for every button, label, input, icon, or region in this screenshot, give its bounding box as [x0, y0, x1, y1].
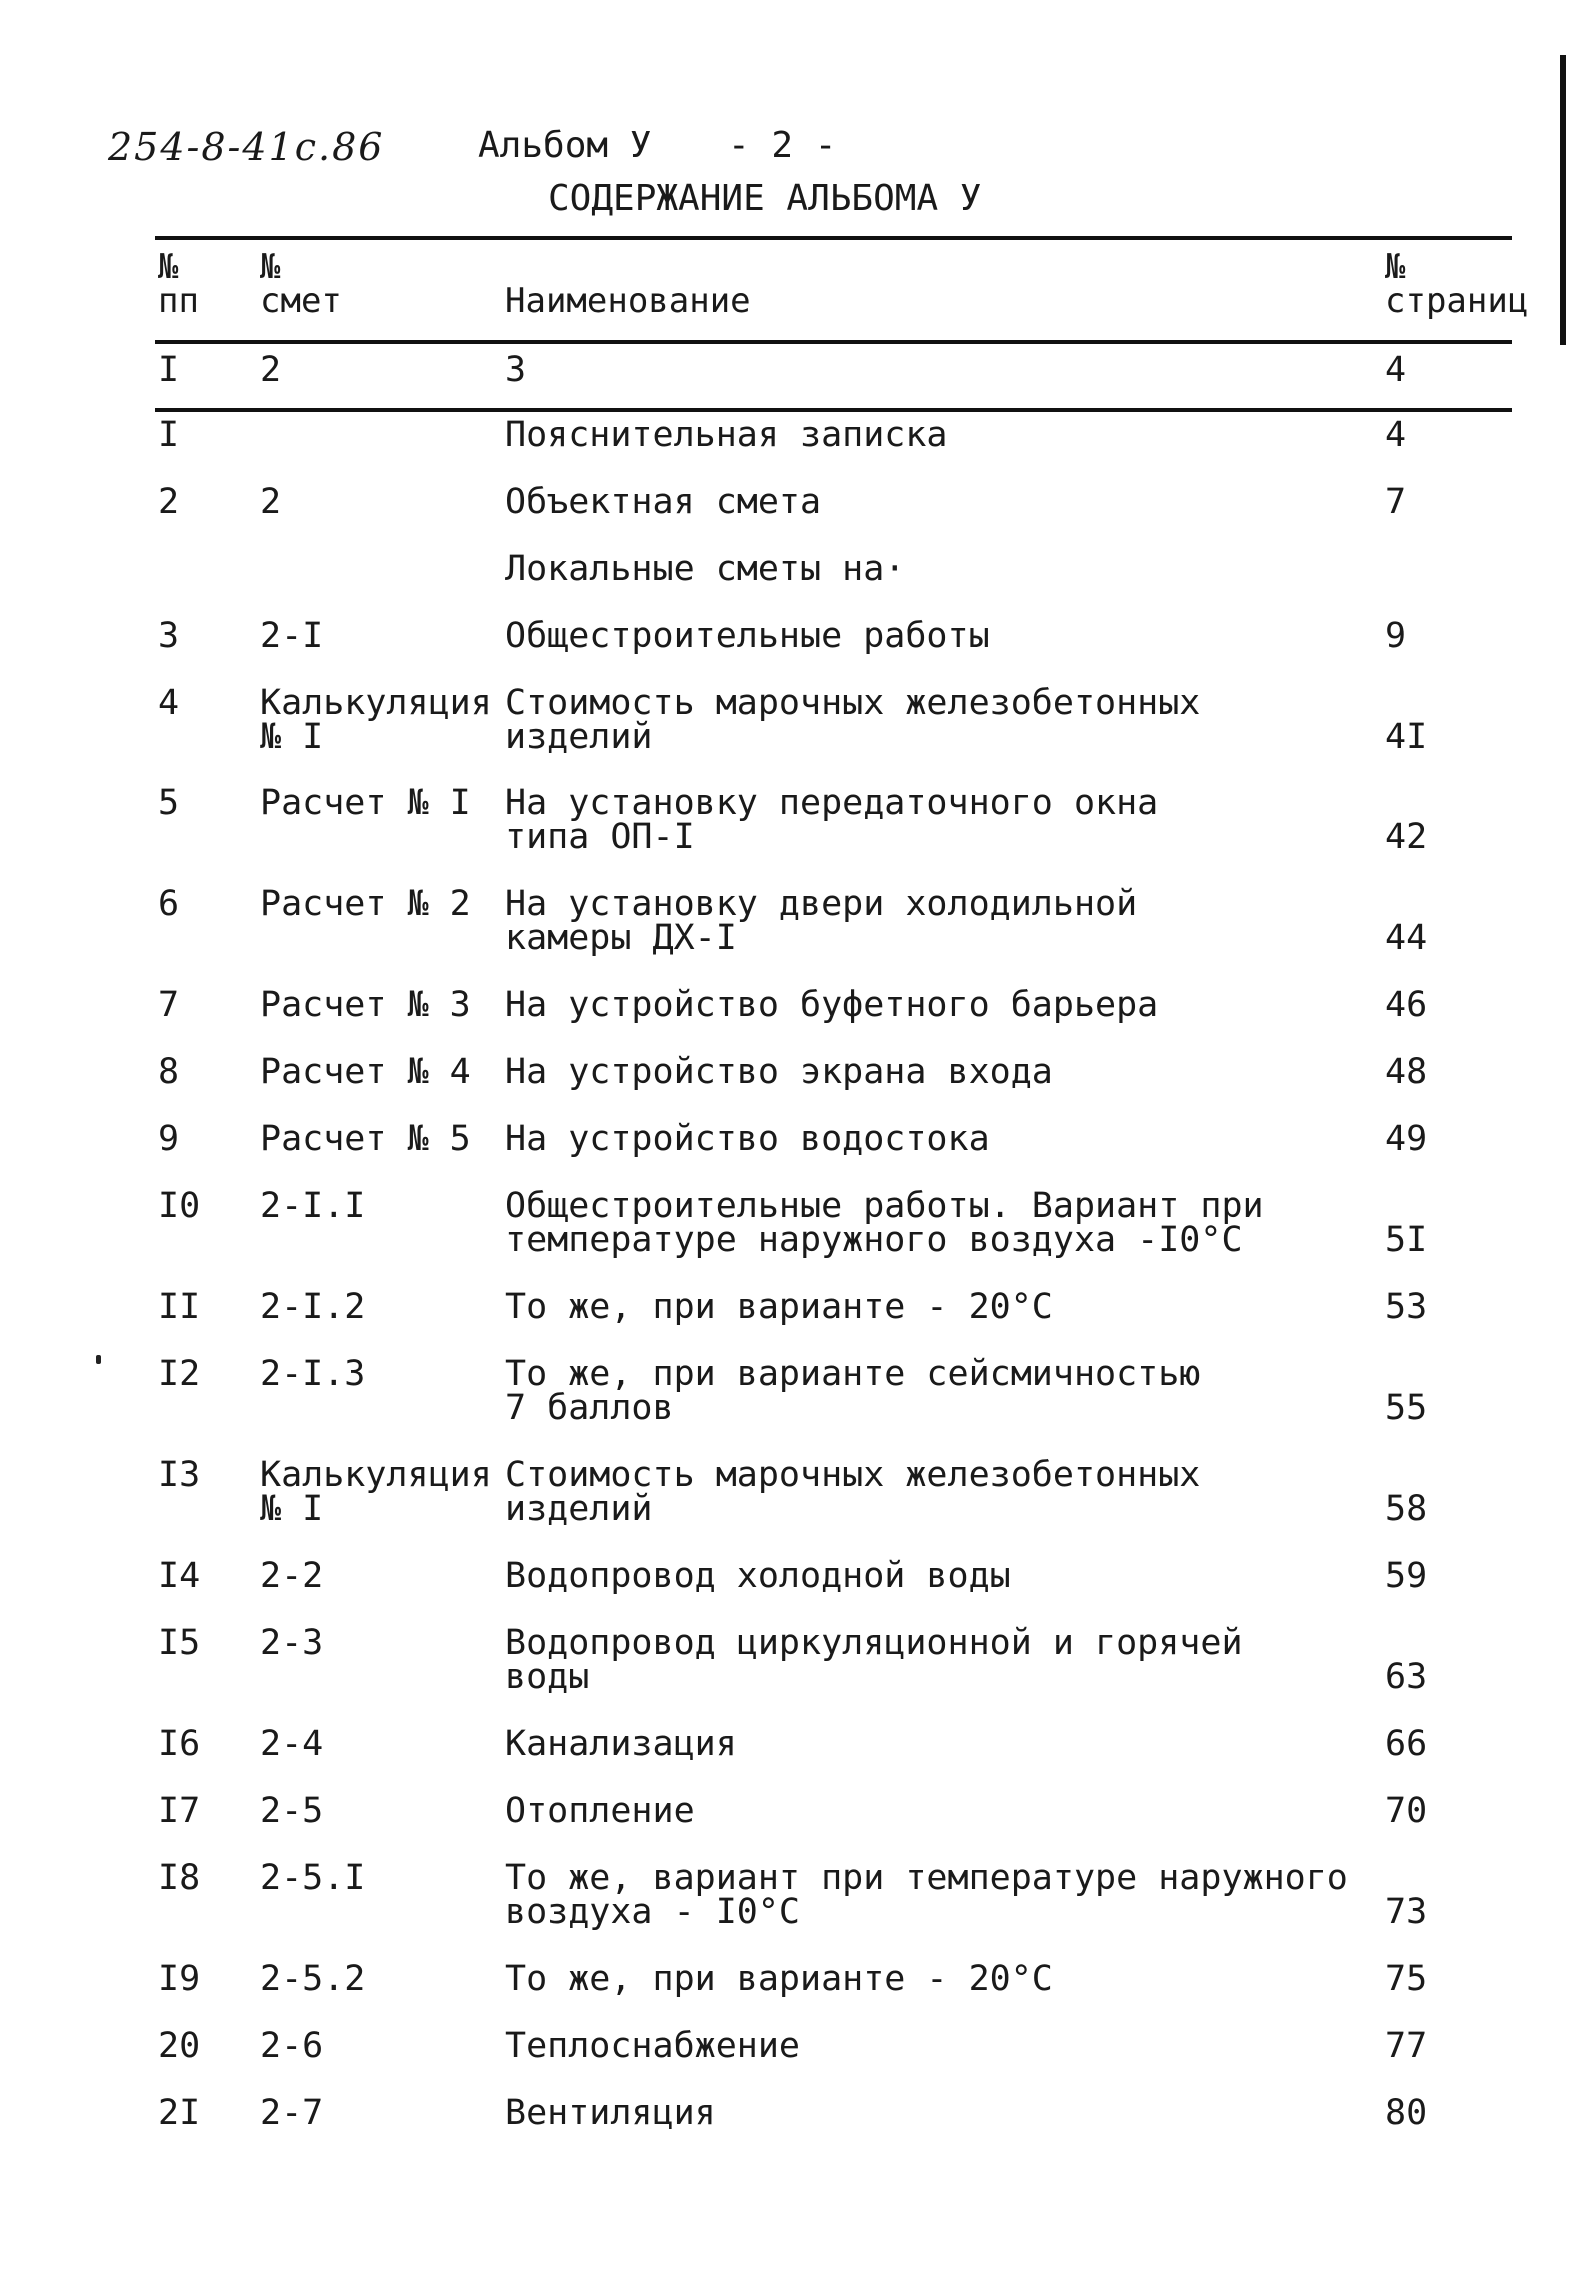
column-header-pages: [1385, 247, 1529, 321]
row-page-number: 44: [1385, 918, 1428, 958]
row-estimate-number: Калькуляция № I: [260, 683, 492, 757]
row-number: I5: [158, 1623, 201, 1663]
row-number: 8: [158, 1052, 180, 1092]
row-page-number: 42: [1385, 817, 1428, 857]
row-number: 9: [158, 1119, 180, 1159]
row-estimate-number: 2-4: [260, 1724, 324, 1764]
document-header: [108, 125, 837, 169]
row-page-number: 75: [1385, 1959, 1428, 1999]
row-page-number: 80: [1385, 2093, 1428, 2133]
row-title: Объектная смета: [505, 482, 822, 522]
row-page-number: 49: [1385, 1119, 1428, 1159]
row-title: Стоимость марочных железобетонных изделий: [505, 1455, 1201, 1529]
row-page-number: 5I: [1385, 1220, 1428, 1260]
row-number: I0: [158, 1186, 201, 1226]
row-title: Теплоснабжение: [505, 2026, 801, 2066]
margin-mark: [1560, 55, 1566, 345]
row-number: 6: [158, 884, 180, 924]
row-number: I9: [158, 1959, 201, 1999]
row-page-number: 59: [1385, 1556, 1428, 1596]
row-title: Общестроительные работы: [505, 616, 990, 656]
column-number-1: I: [158, 350, 180, 390]
row-estimate-number: 2-7: [260, 2093, 324, 2133]
row-page-number: 77: [1385, 2026, 1428, 2066]
row-number: 5: [158, 783, 180, 823]
row-page-number: 4: [1385, 415, 1407, 455]
column-number-2: 2: [260, 350, 282, 390]
row-number: I8: [158, 1858, 201, 1898]
row-page-number: 55: [1385, 1388, 1428, 1428]
column-header-number-line1: №: [158, 247, 179, 287]
row-title: То же, при варианте - 20°C: [505, 1287, 1053, 1327]
column-number-4: 4: [1385, 350, 1407, 390]
row-title: Локальные сметы на·: [505, 549, 906, 589]
row-number: I6: [158, 1724, 201, 1764]
row-estimate-number: Расчет № I: [260, 783, 471, 823]
row-title: На устройство буфетного барьера: [505, 985, 1159, 1025]
row-title: То же, вариант при температуре наружного воздуха - I0°C: [505, 1858, 1348, 1932]
column-header-number: [158, 247, 199, 321]
row-estimate-number: Расчет № 3: [260, 985, 471, 1025]
row-title: Стоимость марочных железобетонных изделий: [505, 683, 1201, 757]
page-number: - 2 -: [728, 125, 837, 166]
column-number-3: 3: [505, 350, 527, 390]
row-estimate-number: Расчет № 2: [260, 884, 471, 924]
row-title: Водопровод циркуляционной и горячей воды: [505, 1623, 1243, 1697]
row-estimate-number: 2-3: [260, 1623, 324, 1663]
document-code: 254-8-41с.86: [108, 125, 385, 169]
row-title: На устройство экрана входа: [505, 1052, 1053, 1092]
column-header-estimate-line1: №: [260, 247, 281, 287]
row-title: На установку двери холодильной камеры ДХ-I: [505, 884, 1138, 958]
row-estimate-number: Калькуляция № I: [260, 1455, 492, 1529]
column-header-estimate-line2: смет: [260, 281, 342, 321]
row-estimate-number: 2-I.2: [260, 1287, 366, 1327]
row-title: На устройство водостока: [505, 1119, 990, 1159]
row-page-number: 66: [1385, 1724, 1428, 1764]
column-header-pages-line2: страниц: [1385, 281, 1529, 321]
row-estimate-number: 2-I.3: [260, 1354, 366, 1394]
row-number: 4: [158, 683, 180, 723]
row-estimate-number: 2-I: [260, 616, 324, 656]
row-title: Вентиляция: [505, 2093, 716, 2133]
column-header-estimate: [260, 247, 342, 321]
table-top-rule: [155, 236, 1512, 240]
row-page-number: 7: [1385, 482, 1407, 522]
row-title: Канализация: [505, 1724, 737, 1764]
row-title: Пояснительная записка: [505, 415, 948, 455]
row-estimate-number: 2-5: [260, 1791, 324, 1831]
column-header-name: Наименование: [505, 281, 751, 321]
row-page-number: 46: [1385, 985, 1428, 1025]
row-number: 2I: [158, 2093, 201, 2133]
row-title: То же, при варианте - 20°C: [505, 1959, 1053, 1999]
row-number: I4: [158, 1556, 201, 1596]
row-number: I2: [158, 1354, 201, 1394]
row-estimate-number: 2: [260, 482, 282, 522]
row-title: Водопровод холодной воды: [505, 1556, 1011, 1596]
row-page-number: 4I: [1385, 717, 1428, 757]
row-number: 7: [158, 985, 180, 1025]
row-number: I7: [158, 1791, 201, 1831]
row-page-number: 58: [1385, 1489, 1428, 1529]
row-number: 2: [158, 482, 180, 522]
row-number: 20: [158, 2026, 201, 2066]
row-estimate-number: Расчет № 5: [260, 1119, 471, 1159]
column-header-pages-line1: №: [1385, 247, 1406, 287]
row-estimate-number: 2-I.I: [260, 1186, 366, 1226]
row-estimate-number: 2-2: [260, 1556, 324, 1596]
row-number: I: [158, 415, 180, 455]
row-page-number: 9: [1385, 616, 1407, 656]
row-title: Общестроительные работы. Вариант при температуре наружного воздуха -I0°C: [505, 1186, 1264, 1260]
row-page-number: 70: [1385, 1791, 1428, 1831]
row-title: На установку передаточного окна типа ОП-I: [505, 783, 1159, 857]
row-title: Отопление: [505, 1791, 695, 1831]
row-estimate-number: 2-6: [260, 2026, 324, 2066]
row-page-number: 53: [1385, 1287, 1428, 1327]
column-header-number-line2: пп: [158, 281, 199, 321]
row-page-number: 73: [1385, 1892, 1428, 1932]
row-page-number: 48: [1385, 1052, 1428, 1092]
row-number: I3: [158, 1455, 201, 1495]
row-number: II: [158, 1287, 201, 1327]
row-estimate-number: Расчет № 4: [260, 1052, 471, 1092]
row-estimate-number: 2-5.2: [260, 1959, 366, 1999]
row-number: 3: [158, 616, 180, 656]
numbering-bottom-rule: [155, 408, 1512, 412]
scan-speck: [96, 1355, 101, 1364]
row-title: То же, при варианте сейсмичностью 7 баллов: [505, 1354, 1201, 1428]
page-title: СОДЕРЖАНИЕ АЛЬБОМА У: [548, 178, 982, 219]
row-page-number: 63: [1385, 1657, 1428, 1697]
header-bottom-rule: [155, 340, 1512, 344]
row-estimate-number: 2-5.I: [260, 1858, 366, 1898]
album-label: Альбом У: [478, 125, 652, 166]
